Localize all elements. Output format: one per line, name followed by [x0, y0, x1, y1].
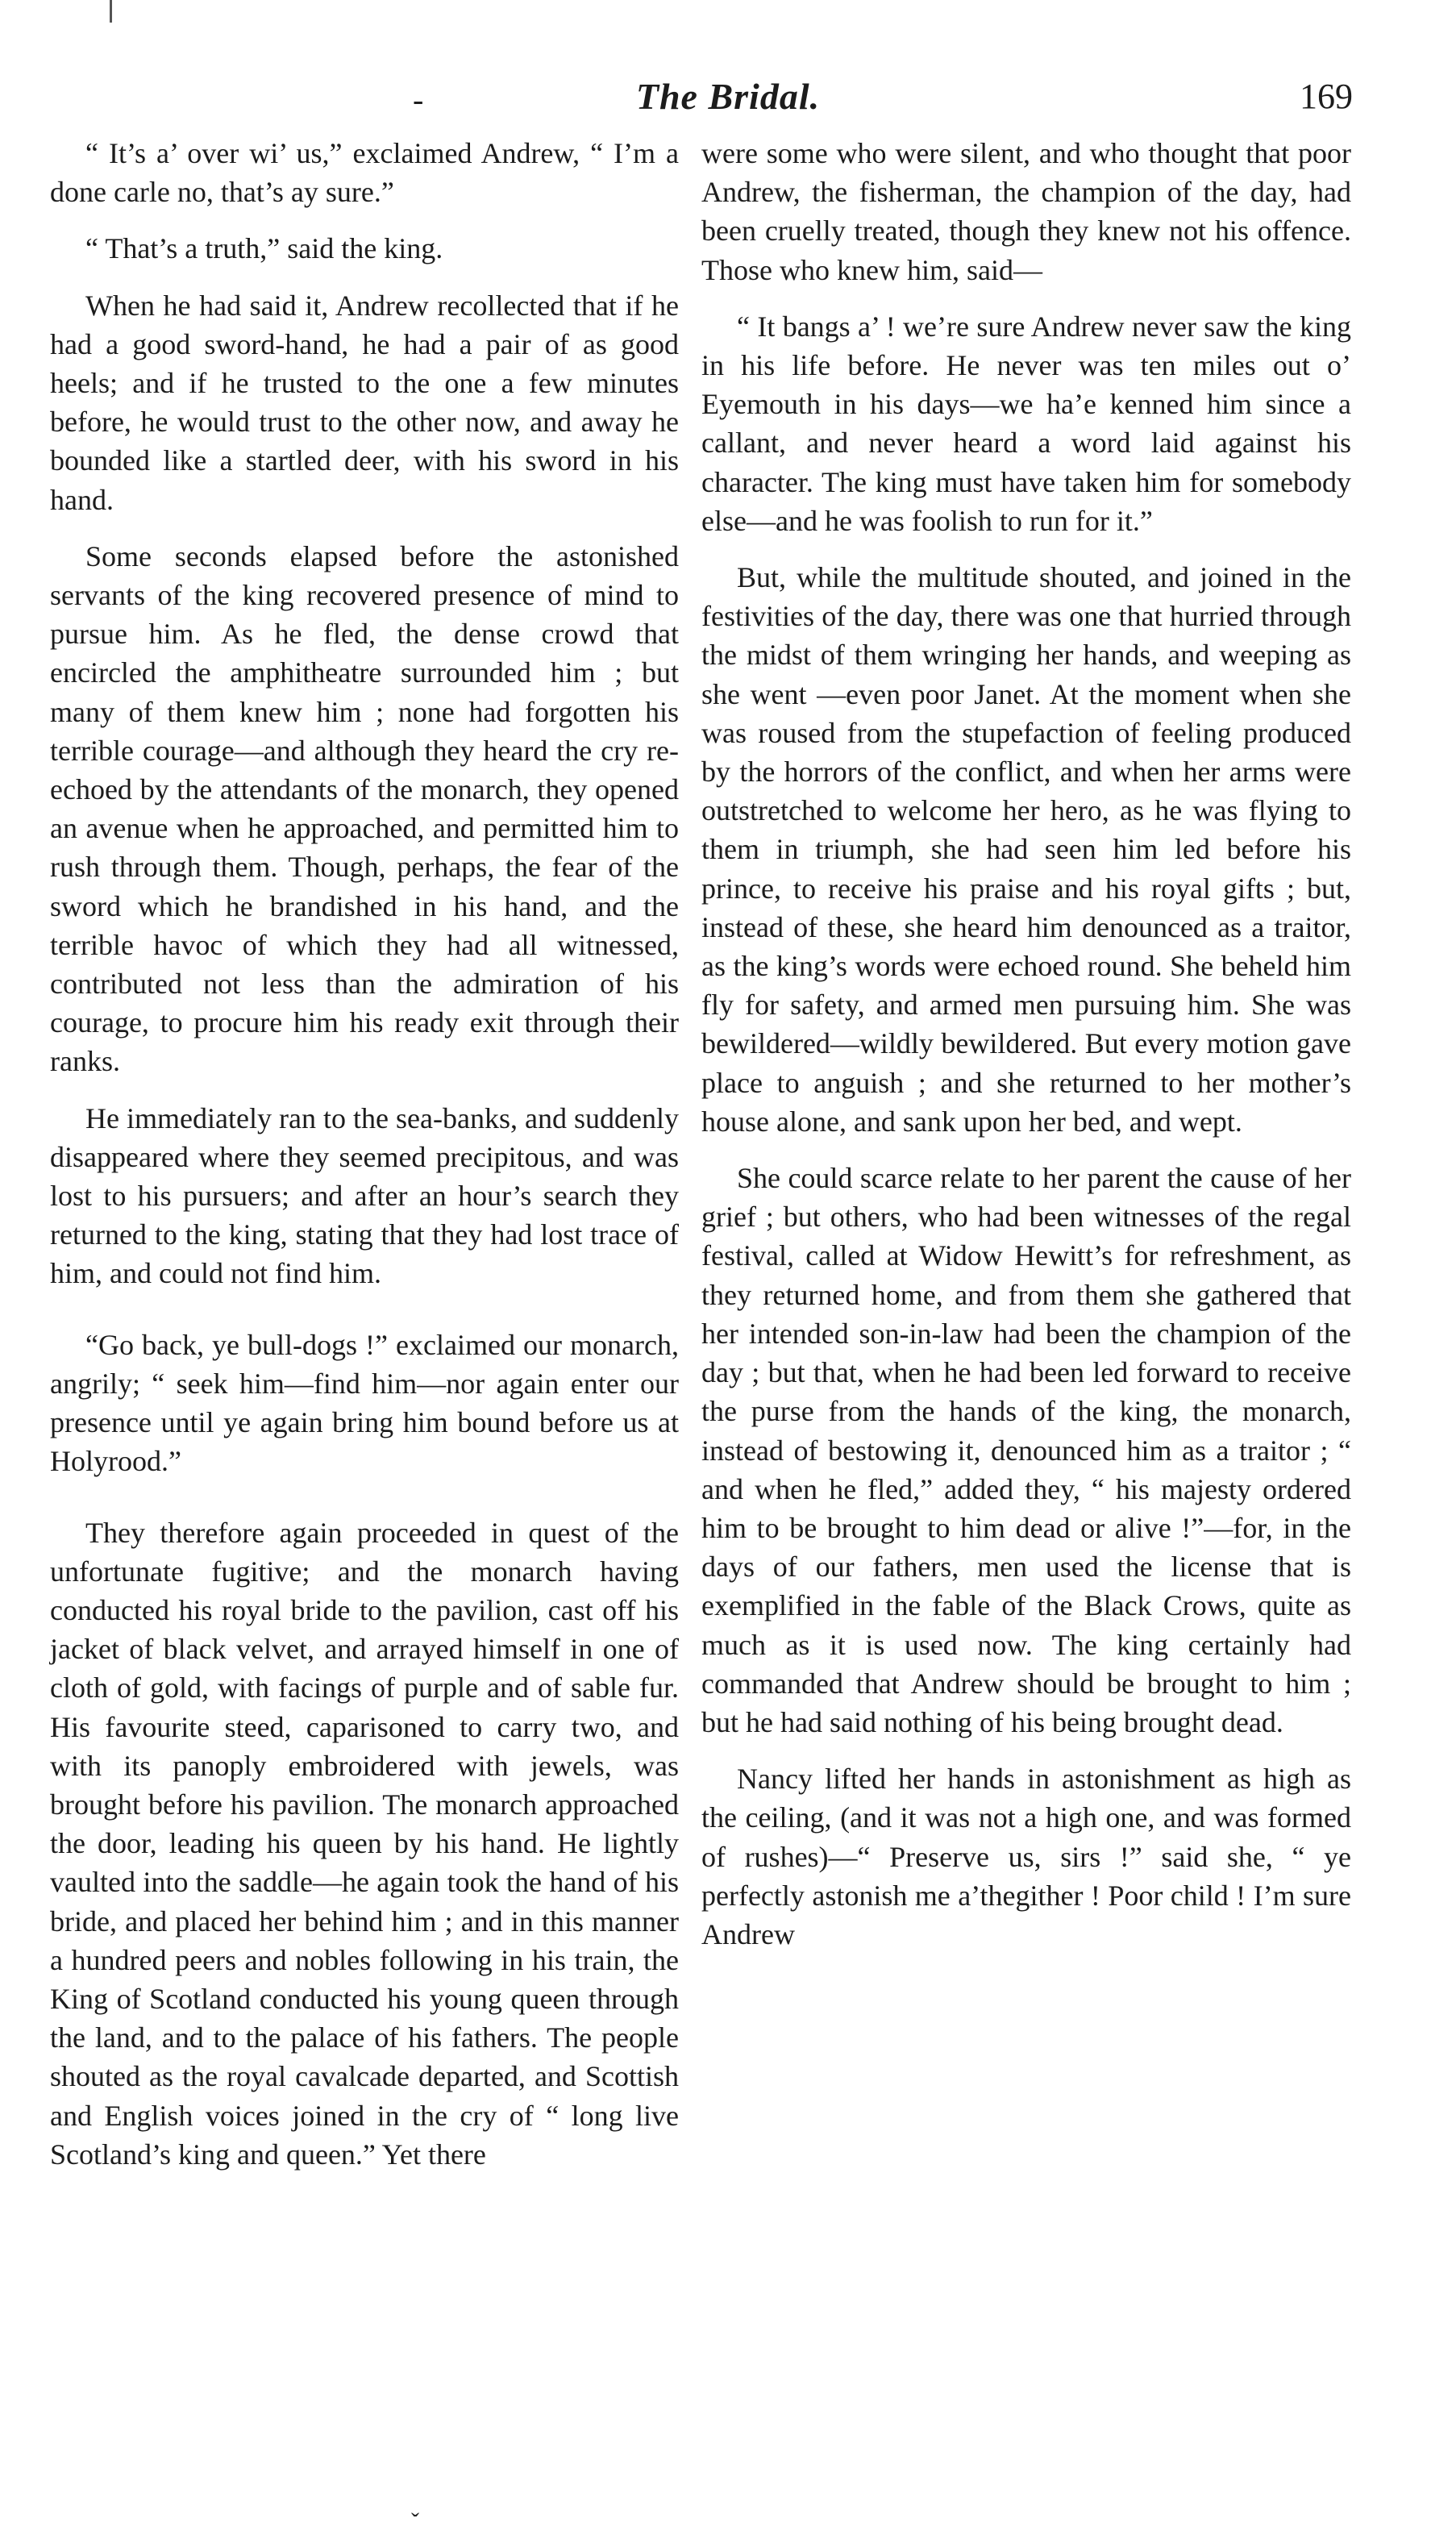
page-number: 169 [1300, 77, 1353, 116]
page-header [0, 68, 1456, 132]
paragraph: Some seconds elapsed before the astonished servants of the king recovered presence of mind to pursue him. As he fled, the dense crowd that encircled the amphitheatre surrounded him ; but many of them knew him ; none had forgotten his terrible courage—and although they heard the cry re-echoed by the attendants of the monarch, they opened an avenue when he approached, and permitted him to rush through them. Though, perhaps, the fear of the sword which he brandished in his hand, and the terrible havoc of which they had all witnessed, contributed not less than the admiration of his courage, to procure him his ready exit through their ranks. [50, 539, 679, 1078]
paragraph: He immediately ran to the sea-banks, and suddenly disappeared where they seemed precipitous, and was lost to his pursuers; and after an hour’s search they returned to the king, stating that they had lost trace of him, and could not find him. [50, 1101, 679, 1290]
paragraph: But, while the multitude shouted, and joined in the festivities of the day, there was one that hurried through the midst of them wringing her hands, and weeping as she went —even poor Janet. At the moment when she was roused from the stupefaction of feeling produced by the horrors of the conflict, and when her arms were outstretched to welcome her hero, as he was flying to them in triumph, she had seen him led before his prince, to receive his praise and his royal gifts ; but, instead of these, she heard him denounced as a traitor, as the king’s words were echoed round. She beheld him fly for safety, and armed men pursuing him. She was bewildered—wildly bewildered. But every motion gave place to anguish ; and she returned to her mother’s house alone, and sank upon her bed, and wept. [701, 561, 1351, 1138]
running-title: The Bridal. [635, 76, 821, 117]
footer-mark: ˇ [411, 2508, 419, 2535]
paragraph: She could scarce relate to her parent the cause of her grief ; but others, who had been witnesses of the regal festival, called at Widow Hewitt’s for refreshment, as they returned home, and from them she gathered that her intended son-in-law had been the champion of the day ; but that, when he had been led forward to receive the purse from the hands of the king, the monarch, instead of bestowing it, denounced him as a traitor ; “ and when he fled,” added they, “ his majesty ordered him to be brought to him dead or alive !”—for, in the days of our fathers, men used the license that is exemplified in the fable of the Black Crows, quite as much as it is used now. The king certainly had commanded that Andrew should be brought to him ; but he had said nothing of his being brought dead. [701, 1162, 1351, 1738]
paragraph: They therefore again proceeded in quest of the unfortunate fugitive; and the monarch having conducted his royal bride to the pavilion, cast off his jacket of black velvet, and arrayed himself in one of cloth of gold, with facings of purple and of sable fur. His favourite steed, caparisoned to carry two, and with its panoply embroidered with jewels, was brought before his pavilion. The monarch approached the door, leading his queen by his hand. He lightly vaulted into the saddle—he again took the hand of his bride, and placed her behind him ; and in this manner a hundred peers and nobles following in his train, the King of Scotland conducted his young queen through the land, and to the palace of his fathers. The people shouted as the royal cavalcade departed, and Scottish and English voices joined in the cry of “ long live Scotland’s king and queen.” Yet there [50, 1516, 679, 2171]
left-column [50, 134, 679, 2192]
header-left-mark: - [413, 81, 424, 118]
right-column [701, 134, 1351, 1971]
paragraph: “ It’s a’ over wi’ us,” exclaimed Andrew, “ I’m a done carle no, that’s ay sure.” [50, 137, 679, 209]
top-margin-mark [110, 0, 112, 23]
paragraph: “ It bangs a’ ! we’re sure Andrew never saw the king in his life before. He never was ten miles out o’ Eyemouth in his days—we ha’e kenned him since a callant, and never heard a word laid against his character. The king must have taken him for somebody else—and he was foolish to run for it.” [701, 310, 1351, 537]
paragraph: Nancy lifted her hands in astonishment as high as the ceiling, (and it was not a high one, and was formed of rushes)—“ Preserve us, sirs !” said she, “ ye perfectly astonish me a’thegither ! Poor child ! I’m sure Andrew [701, 1763, 1351, 1950]
paragraph: When he had said it, Andrew recollected that if he had a good sword-hand, he had a pair of as good heels; and if he trusted to the one a few minutes before, he would trust to the other now, and away he bounded like a startled deer, with his sword in his hand. [50, 289, 679, 516]
paragraph: “Go back, ye bull-dogs !” exclaimed our monarch, angrily; “ seek him—find him—nor again enter our presence until ye again bring him bound before us at Holyrood.” [50, 1328, 679, 1478]
paragraph: “ That’s a truth,” said the king. [85, 232, 443, 265]
paragraph: were some who were silent, and who thought that poor Andrew, the fisherman, the champion of the day, had been cruelly treated, though they knew not his offence. Those who knew him, said— [701, 137, 1351, 286]
